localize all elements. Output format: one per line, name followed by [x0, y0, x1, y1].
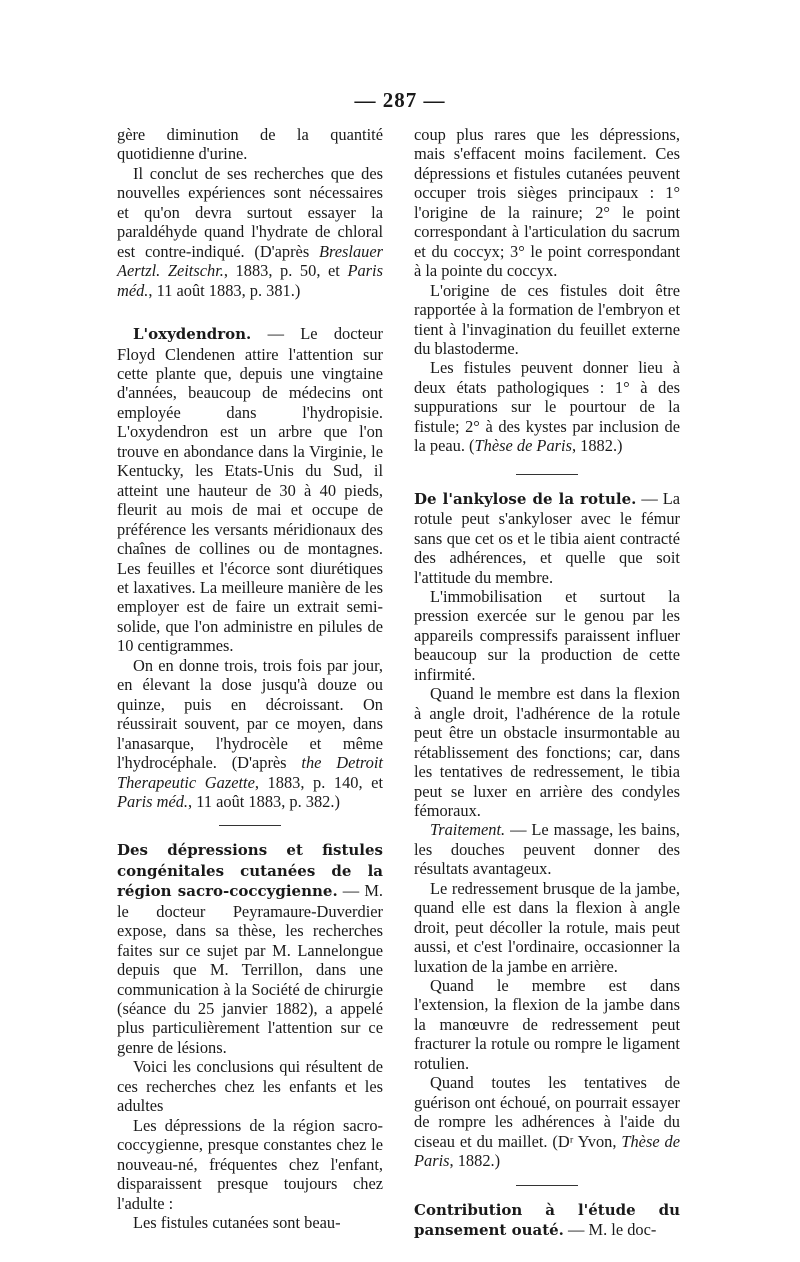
article-ankylose: De l'ankylose de la rotule. — La rotule peut s'ankyloser avec le fémur sans que cet os et le tibia aient contracté des adhérences, et quelle que soit l'attitude du membre. — [414, 488, 681, 587]
article-depressions: Des dépressions et fistules congénitales cutanées de la région sacro-coccygienne. — M. le docteur Peyramaure-Duverdier expose, dans sa thèse, les recherches faites sur ce sujet par M. Lannelongue depuis que M. Terrillon, dans une communication à la Société de chirurgie (séance du 25 janvier 1882), a appelé plus particulièrement l'attention sur ce genre de lésions. — [117, 841, 384, 1057]
paragraph: Les dépressions de la région sacro-coccygienne, presque constantes chez le nouveau-né, fréquentes chez l'enfant, disparaissent presque toujours chez l'adulte : — [117, 1115, 383, 1213]
paragraph: On en donne trois, trois fois par jour, en élevant la dose jusqu'à douze ou quinze, puis en décroissant. On réussirait souvent, par ce moyen, dans l'anasarque, l'hydrocèle et même l'hydrocéphale. (D'après the Detroit Therapeutic Gazette, 1883, p. 140, et Paris méd., 11 août 1883, p. 382.) — [117, 655, 383, 811]
section-heading: Contribution à l'étude du pansement ouaté. — [414, 1200, 680, 1240]
paragraph: coup plus rares que les dépressions, mais s'effacent moins facilement. Ces dépressions et fistules cutanées peuvent occuper trois sièges principaux : 1° l'origine de la rainure; 2° le point correspondant à l'articulation du sacrum et du coccyx; 3° le point correspondant à la pointe du coccyx. — [414, 125, 680, 281]
thesis-citation: Thèse de Paris — [474, 436, 572, 456]
article-contribution: Contribution à l'étude du pansement ouaté. — M. le doc- — [414, 1200, 680, 1240]
paragraph: gère diminution de la quantité quotidienne d'urine. — [117, 125, 383, 164]
paragraph: Quand toutes les tentatives de guérison ont échoué, on pourrait essayer de rompre les adhérences à l'aide du ciseau et du maillet. (Dʳ Yvon, Thèse de Paris, 1882.) — [414, 1073, 680, 1171]
section-heading: De l'ankylose de la rotule. — [414, 489, 637, 508]
section-divider — [516, 474, 578, 475]
section-divider — [219, 825, 281, 826]
right-column — [414, 125, 680, 1240]
article-oxydendron: L'oxydendron. — Le docteur Floyd Clendenen attire l'attention sur cette plante que, depuis une vingtaine d'années, beaucoup de médecins ont employée dans l'hydropisie. L'oxydendron est un arbre que l'on trouve en abondance dans la Virginie, le Kentucky, les Etats-Unis du Sud, il atteint une hauteur de 30 à 40 pieds, fleurit au mois de mai et occupe de préférence les versants méridionaux des chaînes de collines ou de montagnes. Les feuilles et l'écorce sont diurétiques et laxatives. La meilleure manière de les employer est de faire un extrait semi-solide, que l'on administre en pilules de 10 centigrammes. — [117, 324, 383, 656]
paragraph: Quand le membre est dans la flexion à angle droit, l'adhérence de la rotule peut être un obstacle insurmontable au rétablissement des fonctions; car, dans les tentatives de redressement, le tibia peut se luxer en arrière des condyles fémoraux. — [414, 684, 680, 820]
journal-citation: Paris méd. — [117, 791, 189, 811]
journal-citation: Paris méd. — [117, 261, 383, 300]
thesis-citation: Thèse de Paris — [414, 1131, 680, 1171]
section-heading: Des dépressions et fistules congénitales cutanées de la région sacro-coccygienne. — [117, 841, 383, 901]
section-heading: L'oxydendron. — [133, 325, 252, 344]
journal-citation: Breslauer Aertzl. Zeitschr. — [117, 241, 383, 281]
paragraph: Les fistules cutanées sont beau- — [133, 1213, 341, 1233]
subheading-traitement: Traitement. — [430, 820, 506, 840]
paragraph: Il conclut de ses recherches que des nouvelles expériences sont nécessaires et qu'on devra surtout essayer la paraldéhyde quand l'hydrate de chloral est contre-indiqué. (D'après Breslauer Aertzl. Zeitschr., 1883, p. 50, et Paris méd., 11 août 1883, p. 381.) — [117, 163, 383, 300]
paragraph: Voici les conclusions qui résultent de ces recherches chez les enfants et les adultes — [117, 1057, 383, 1116]
section-divider — [516, 1185, 578, 1186]
paragraph: L'immobilisation et surtout la pression exercée sur le genou par les appareils compressifs paraissent influer beaucoup sur la production de cette infirmité. — [414, 586, 680, 684]
journal-citation: the Detroit Therapeutic Gazette — [117, 753, 383, 792]
paragraph: Les fistules peuvent donner lieu à deux états pathologiques : 1° à des suppurations sur le pourtour de la fistule; 2° à des kystes par inclusion de la peau. (Thèse de Paris, 1882.) — [414, 358, 680, 456]
page-number: — 287 — — [354, 88, 446, 112]
left-column — [117, 125, 383, 1232]
paragraph: Le redressement brusque de la jambe, quand elle est dans la flexion à angle droit, peut décoller la rotule, mais peut aussi, et c'est l'ordinaire, occasionner la luxation de la jambe en arrière. — [414, 878, 680, 976]
paragraph: Quand le membre est dans l'extension, la flexion de la jambe dans la manœuvre de redressement peut fracturer la rotule ou rompre le ligament rotulien. — [414, 976, 680, 1073]
paragraph: L'origine de ces fistules doit être rapportée à la formation de l'embryon et tient à l'invagination du feuillet externe du blastoderme. — [414, 280, 680, 358]
paragraph: Traitement. — Le massage, les bains, les douches peuvent donner des résultats avantageux. — [414, 820, 680, 879]
